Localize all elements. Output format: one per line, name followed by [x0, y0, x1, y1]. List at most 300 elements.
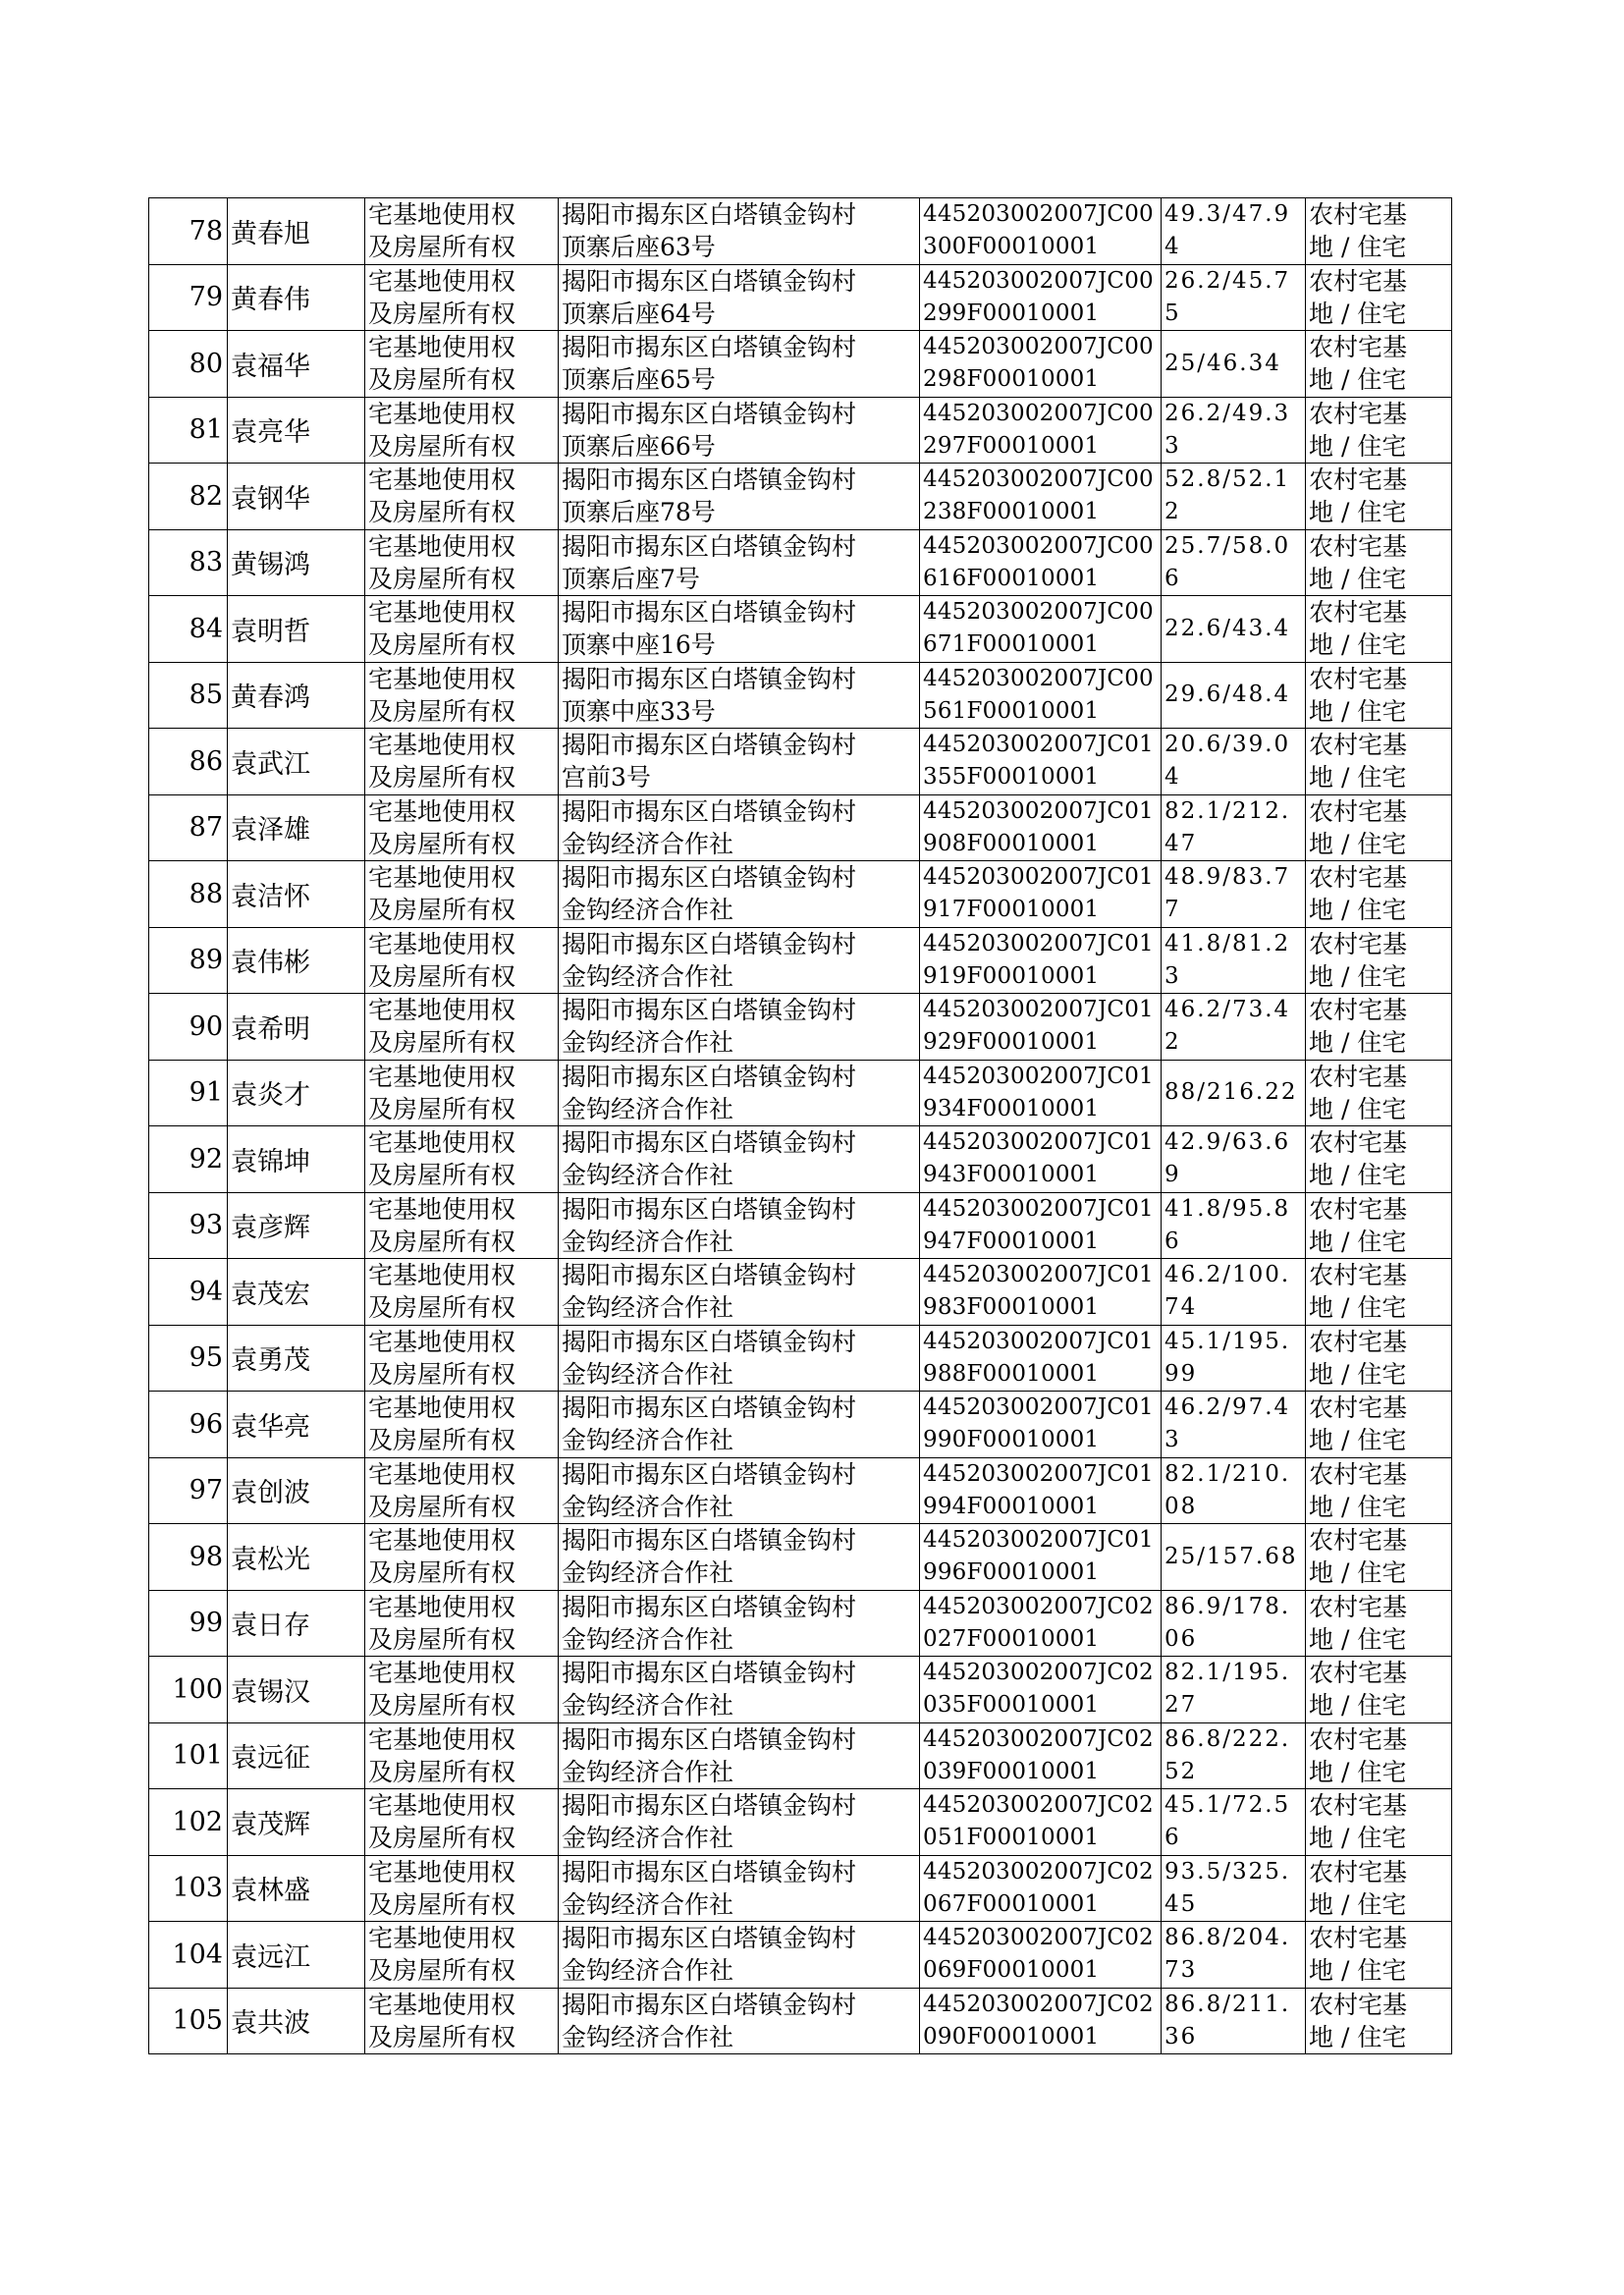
area-cell: 48.9/83.77	[1162, 861, 1306, 928]
row-number-cell: 100	[149, 1657, 228, 1723]
owner-name-cell: 袁日存	[228, 1590, 365, 1657]
land-use-line: 地 / 住宅	[1309, 1956, 1407, 1986]
address-cell	[559, 331, 920, 398]
right-type-line: 及房屋所有权	[368, 1889, 516, 1919]
address-line: 金钩经济合作社	[562, 1161, 734, 1190]
land-use-line: 地 / 住宅	[1309, 1558, 1407, 1588]
right-type-line: 及房屋所有权	[368, 1757, 516, 1786]
parcel-code-cell: 445203002007JC00298F00010001	[920, 331, 1162, 398]
right-type-cell	[365, 994, 559, 1061]
land-use-line: 地 / 住宅	[1309, 1889, 1407, 1919]
right-type-line: 宅基地使用权	[368, 1128, 516, 1158]
land-use-cell	[1306, 994, 1452, 1061]
land-use-cell	[1306, 1524, 1452, 1591]
parcel-code-cell: 445203002007JC01919F00010001	[920, 927, 1162, 994]
right-type-cell	[365, 1722, 559, 1789]
land-use-cell	[1306, 1789, 1452, 1856]
land-use-cell	[1306, 794, 1452, 861]
table-row	[149, 1988, 1452, 2054]
parcel-code-cell: 445203002007JC02039F00010001	[920, 1722, 1162, 1789]
parcel-code-cell: 445203002007JC00297F00010001	[920, 397, 1162, 464]
table-row	[149, 529, 1452, 596]
right-type-line: 及房屋所有权	[368, 299, 516, 328]
right-type-line: 宅基地使用权	[368, 863, 516, 893]
address-line: 金钩经济合作社	[562, 1094, 734, 1123]
land-use-line: 农村宅基	[1309, 929, 1408, 958]
right-type-cell	[365, 1922, 559, 1989]
area-cell: 25/157.68	[1162, 1524, 1306, 1591]
area-cell: 26.2/45.75	[1162, 264, 1306, 331]
table-row	[149, 1325, 1452, 1392]
right-type-line: 及房屋所有权	[368, 1624, 516, 1654]
parcel-code-cell: 445203002007JC01908F00010001	[920, 794, 1162, 861]
address-line: 金钩经济合作社	[562, 1624, 734, 1654]
right-type-line: 宅基地使用权	[368, 531, 516, 561]
address-cell	[559, 1524, 920, 1591]
address-cell	[559, 994, 920, 1061]
parcel-code-cell: 445203002007JC02067F00010001	[920, 1855, 1162, 1922]
land-use-cell	[1306, 1060, 1452, 1126]
land-use-cell	[1306, 927, 1452, 994]
address-line: 金钩经济合作社	[562, 1889, 734, 1919]
address-line: 揭阳市揭东区白塔镇金钩村	[562, 1857, 857, 1886]
table-row	[149, 264, 1452, 331]
right-type-cell	[365, 529, 559, 596]
address-cell	[559, 464, 920, 530]
area-cell: 25/46.34	[1162, 331, 1306, 398]
address-line: 揭阳市揭东区白塔镇金钩村	[562, 1062, 857, 1091]
land-use-cell	[1306, 1988, 1452, 2054]
land-use-line: 农村宅基	[1309, 1924, 1408, 1953]
land-use-cell	[1306, 729, 1452, 795]
address-line: 揭阳市揭东区白塔镇金钩村	[562, 1261, 857, 1290]
owner-name-cell: 袁茂宏	[228, 1259, 365, 1326]
area-cell: 41.8/95.86	[1162, 1192, 1306, 1259]
address-line: 顶寨后座66号	[562, 431, 716, 461]
table-body	[149, 198, 1452, 2054]
address-line: 顶寨后座7号	[562, 564, 700, 593]
row-number-cell: 86	[149, 729, 228, 795]
address-line: 揭阳市揭东区白塔镇金钩村	[562, 1990, 857, 2019]
address-line: 揭阳市揭东区白塔镇金钩村	[562, 465, 857, 495]
land-use-line: 地 / 住宅	[1309, 1227, 1407, 1256]
owner-name-cell: 黄锡鸿	[228, 529, 365, 596]
land-use-line: 地 / 住宅	[1309, 233, 1407, 262]
land-use-cell	[1306, 529, 1452, 596]
land-use-line: 农村宅基	[1309, 1459, 1408, 1489]
right-type-cell	[365, 927, 559, 994]
address-cell	[559, 1855, 920, 1922]
address-line: 金钩经济合作社	[562, 1359, 734, 1389]
property-rights-table	[148, 197, 1452, 2054]
right-type-cell	[365, 198, 559, 265]
owner-name-cell: 袁洁怀	[228, 861, 365, 928]
land-use-line: 农村宅基	[1309, 863, 1408, 893]
right-type-line: 宅基地使用权	[368, 1990, 516, 2019]
row-number-cell: 93	[149, 1192, 228, 1259]
address-line: 揭阳市揭东区白塔镇金钩村	[562, 996, 857, 1025]
address-line: 揭阳市揭东区白塔镇金钩村	[562, 1924, 857, 1953]
table-row	[149, 729, 1452, 795]
table-row	[149, 1126, 1452, 1193]
address-line: 揭阳市揭东区白塔镇金钩村	[562, 333, 857, 362]
land-use-cell	[1306, 464, 1452, 530]
land-use-line: 地 / 住宅	[1309, 1359, 1407, 1389]
area-cell: 25.7/58.06	[1162, 529, 1306, 596]
address-line: 揭阳市揭东区白塔镇金钩村	[562, 399, 857, 428]
right-type-line: 及房屋所有权	[368, 2022, 516, 2051]
right-type-cell	[365, 729, 559, 795]
owner-name-cell: 袁亮华	[228, 397, 365, 464]
land-use-cell	[1306, 1855, 1452, 1922]
land-use-line: 地 / 住宅	[1309, 630, 1407, 660]
right-type-cell	[365, 596, 559, 663]
address-cell	[559, 596, 920, 663]
land-use-line: 农村宅基	[1309, 598, 1408, 628]
land-use-line: 地 / 住宅	[1309, 1624, 1407, 1654]
owner-name-cell: 黄春旭	[228, 198, 365, 265]
land-use-cell	[1306, 1325, 1452, 1392]
address-line: 揭阳市揭东区白塔镇金钩村	[562, 1128, 857, 1158]
land-use-line: 农村宅基	[1309, 1393, 1408, 1423]
parcel-code-cell: 445203002007JC00616F00010001	[920, 529, 1162, 596]
address-line: 揭阳市揭东区白塔镇金钩村	[562, 664, 857, 693]
address-line: 揭阳市揭东区白塔镇金钩村	[562, 731, 857, 760]
right-type-line: 宅基地使用权	[368, 1393, 516, 1423]
land-use-cell	[1306, 1722, 1452, 1789]
area-cell: 86.9/178.06	[1162, 1590, 1306, 1657]
address-cell	[559, 1590, 920, 1657]
owner-name-cell: 袁希明	[228, 994, 365, 1061]
area-cell: 49.3/47.94	[1162, 198, 1306, 265]
owner-name-cell: 袁明哲	[228, 596, 365, 663]
address-cell	[559, 1060, 920, 1126]
address-cell	[559, 927, 920, 994]
right-type-line: 及房屋所有权	[368, 1558, 516, 1588]
address-line: 金钩经济合作社	[562, 1492, 734, 1521]
right-type-cell	[365, 662, 559, 729]
area-cell: 86.8/204.73	[1162, 1922, 1306, 1989]
address-cell	[559, 1657, 920, 1723]
owner-name-cell: 黄春鸿	[228, 662, 365, 729]
row-number-cell: 90	[149, 994, 228, 1061]
right-type-line: 及房屋所有权	[368, 564, 516, 593]
right-type-cell	[365, 1657, 559, 1723]
address-line: 金钩经济合作社	[562, 1227, 734, 1256]
right-type-line: 宅基地使用权	[368, 1592, 516, 1621]
address-cell	[559, 1457, 920, 1524]
right-type-line: 宅基地使用权	[368, 333, 516, 362]
right-type-line: 及房屋所有权	[368, 763, 516, 792]
right-type-line: 宅基地使用权	[368, 1857, 516, 1886]
row-number-cell: 83	[149, 529, 228, 596]
land-use-cell	[1306, 1192, 1452, 1259]
parcel-code-cell: 445203002007JC01988F00010001	[920, 1325, 1162, 1392]
table-row	[149, 596, 1452, 663]
land-use-cell	[1306, 1457, 1452, 1524]
address-line: 揭阳市揭东区白塔镇金钩村	[562, 1459, 857, 1489]
land-use-line: 农村宅基	[1309, 1327, 1408, 1356]
land-use-line: 农村宅基	[1309, 1592, 1408, 1621]
parcel-code-cell: 445203002007JC01947F00010001	[920, 1192, 1162, 1259]
address-cell	[559, 1392, 920, 1458]
table-row	[149, 1657, 1452, 1723]
right-type-cell	[365, 264, 559, 331]
right-type-line: 宅基地使用权	[368, 1194, 516, 1224]
right-type-cell	[365, 1325, 559, 1392]
land-use-line: 农村宅基	[1309, 399, 1408, 428]
row-number-cell: 103	[149, 1855, 228, 1922]
right-type-cell	[365, 464, 559, 530]
row-number-cell: 80	[149, 331, 228, 398]
right-type-cell	[365, 1590, 559, 1657]
address-line: 揭阳市揭东区白塔镇金钩村	[562, 1393, 857, 1423]
owner-name-cell: 袁远江	[228, 1922, 365, 1989]
address-line: 金钩经济合作社	[562, 1691, 734, 1721]
right-type-cell	[365, 861, 559, 928]
table-row	[149, 1590, 1452, 1657]
row-number-cell: 91	[149, 1060, 228, 1126]
table-row	[149, 464, 1452, 530]
address-cell	[559, 729, 920, 795]
area-cell: 82.1/195.27	[1162, 1657, 1306, 1723]
parcel-code-cell: 445203002007JC00300F00010001	[920, 198, 1162, 265]
land-use-cell	[1306, 264, 1452, 331]
row-number-cell: 102	[149, 1789, 228, 1856]
area-cell: 52.8/52.12	[1162, 464, 1306, 530]
table-row	[149, 1192, 1452, 1259]
area-cell: 46.2/100.74	[1162, 1259, 1306, 1326]
row-number-cell: 85	[149, 662, 228, 729]
land-use-line: 地 / 住宅	[1309, 1691, 1407, 1721]
area-cell: 45.1/195.99	[1162, 1325, 1306, 1392]
land-use-cell	[1306, 1590, 1452, 1657]
area-cell: 45.1/72.56	[1162, 1789, 1306, 1856]
row-number-cell: 81	[149, 397, 228, 464]
land-use-cell	[1306, 1126, 1452, 1193]
address-cell	[559, 1126, 920, 1193]
right-type-line: 及房屋所有权	[368, 1691, 516, 1721]
right-type-cell	[365, 1126, 559, 1193]
owner-name-cell: 袁远征	[228, 1722, 365, 1789]
table-row	[149, 1392, 1452, 1458]
right-type-line: 及房屋所有权	[368, 1426, 516, 1455]
table-row	[149, 1259, 1452, 1326]
address-cell	[559, 1722, 920, 1789]
address-line: 揭阳市揭东区白塔镇金钩村	[562, 266, 857, 296]
row-number-cell: 97	[149, 1457, 228, 1524]
parcel-code-cell: 445203002007JC01990F00010001	[920, 1392, 1162, 1458]
row-number-cell: 105	[149, 1988, 228, 2054]
address-line: 金钩经济合作社	[562, 1558, 734, 1588]
table-row	[149, 662, 1452, 729]
land-use-line: 地 / 住宅	[1309, 498, 1407, 527]
address-line: 揭阳市揭东区白塔镇金钩村	[562, 1327, 857, 1356]
parcel-code-cell: 445203002007JC01983F00010001	[920, 1259, 1162, 1326]
row-number-cell: 89	[149, 927, 228, 994]
table-row	[149, 1524, 1452, 1591]
address-line: 揭阳市揭东区白塔镇金钩村	[562, 200, 857, 230]
land-use-line: 地 / 住宅	[1309, 896, 1407, 925]
land-use-line: 农村宅基	[1309, 796, 1408, 826]
table-row	[149, 927, 1452, 994]
area-cell: 82.1/210.08	[1162, 1457, 1306, 1524]
address-cell	[559, 1988, 920, 2054]
table-row	[149, 1855, 1452, 1922]
parcel-code-cell: 445203002007JC00561F00010001	[920, 662, 1162, 729]
address-line: 揭阳市揭东区白塔镇金钩村	[562, 1724, 857, 1754]
land-use-line: 农村宅基	[1309, 1724, 1408, 1754]
right-type-line: 及房屋所有权	[368, 961, 516, 991]
address-cell	[559, 1922, 920, 1989]
right-type-line: 宅基地使用权	[368, 1791, 516, 1821]
address-line: 金钩经济合作社	[562, 1757, 734, 1786]
land-use-cell	[1306, 1657, 1452, 1723]
land-use-cell	[1306, 596, 1452, 663]
land-use-line: 农村宅基	[1309, 1128, 1408, 1158]
parcel-code-cell: 445203002007JC01934F00010001	[920, 1060, 1162, 1126]
right-type-line: 宅基地使用权	[368, 200, 516, 230]
parcel-code-cell: 445203002007JC02051F00010001	[920, 1789, 1162, 1856]
land-use-line: 农村宅基	[1309, 1526, 1408, 1556]
area-cell: 20.6/39.04	[1162, 729, 1306, 795]
right-type-line: 宅基地使用权	[368, 1526, 516, 1556]
right-type-line: 及房屋所有权	[368, 896, 516, 925]
table-row	[149, 397, 1452, 464]
owner-name-cell: 袁彦辉	[228, 1192, 365, 1259]
land-use-line: 农村宅基	[1309, 333, 1408, 362]
right-type-line: 及房屋所有权	[368, 630, 516, 660]
address-cell	[559, 1325, 920, 1392]
right-type-line: 宅基地使用权	[368, 664, 516, 693]
area-cell: 42.9/63.69	[1162, 1126, 1306, 1193]
row-number-cell: 82	[149, 464, 228, 530]
address-line: 顶寨中座16号	[562, 630, 716, 660]
row-number-cell: 99	[149, 1590, 228, 1657]
right-type-line: 及房屋所有权	[368, 696, 516, 726]
row-number-cell: 101	[149, 1722, 228, 1789]
row-number-cell: 87	[149, 794, 228, 861]
land-use-line: 地 / 住宅	[1309, 431, 1407, 461]
address-line: 顶寨后座64号	[562, 299, 716, 328]
right-type-line: 及房屋所有权	[368, 498, 516, 527]
parcel-code-cell: 445203002007JC00238F00010001	[920, 464, 1162, 530]
right-type-line: 及房屋所有权	[368, 1956, 516, 1986]
parcel-code-cell: 445203002007JC01355F00010001	[920, 729, 1162, 795]
address-cell	[559, 397, 920, 464]
row-number-cell: 95	[149, 1325, 228, 1392]
right-type-line: 宅基地使用权	[368, 598, 516, 628]
right-type-line: 及房屋所有权	[368, 1161, 516, 1190]
land-use-cell	[1306, 861, 1452, 928]
owner-name-cell: 袁伟彬	[228, 927, 365, 994]
right-type-cell	[365, 1988, 559, 2054]
land-use-line: 农村宅基	[1309, 200, 1408, 230]
right-type-line: 宅基地使用权	[368, 1724, 516, 1754]
parcel-code-cell: 445203002007JC01994F00010001	[920, 1457, 1162, 1524]
land-use-line: 农村宅基	[1309, 664, 1408, 693]
parcel-code-cell: 445203002007JC02090F00010001	[920, 1988, 1162, 2054]
right-type-cell	[365, 794, 559, 861]
right-type-line: 宅基地使用权	[368, 929, 516, 958]
land-use-line: 地 / 住宅	[1309, 1161, 1407, 1190]
right-type-line: 及房屋所有权	[368, 829, 516, 858]
land-use-line: 农村宅基	[1309, 1791, 1408, 1821]
right-type-cell	[365, 1392, 559, 1458]
land-use-line: 地 / 住宅	[1309, 2022, 1407, 2051]
land-use-line: 地 / 住宅	[1309, 1028, 1407, 1058]
owner-name-cell: 袁钢华	[228, 464, 365, 530]
area-cell: 86.8/211.36	[1162, 1988, 1306, 2054]
address-line: 金钩经济合作社	[562, 1824, 734, 1853]
land-use-line: 农村宅基	[1309, 531, 1408, 561]
row-number-cell: 98	[149, 1524, 228, 1591]
address-line: 揭阳市揭东区白塔镇金钩村	[562, 863, 857, 893]
owner-name-cell: 袁勇茂	[228, 1325, 365, 1392]
owner-name-cell: 袁共波	[228, 1988, 365, 2054]
address-cell	[559, 1192, 920, 1259]
right-type-line: 宅基地使用权	[368, 266, 516, 296]
right-type-line: 及房屋所有权	[368, 1094, 516, 1123]
land-use-line: 农村宅基	[1309, 1261, 1408, 1290]
land-use-cell	[1306, 1259, 1452, 1326]
land-use-line: 地 / 住宅	[1309, 961, 1407, 991]
owner-name-cell: 袁茂辉	[228, 1789, 365, 1856]
address-cell	[559, 1259, 920, 1326]
right-type-line: 及房屋所有权	[368, 431, 516, 461]
row-number-cell: 84	[149, 596, 228, 663]
area-cell: 88/216.22	[1162, 1060, 1306, 1126]
owner-name-cell: 袁创波	[228, 1457, 365, 1524]
address-line: 揭阳市揭东区白塔镇金钩村	[562, 1791, 857, 1821]
land-use-cell	[1306, 662, 1452, 729]
table-row	[149, 861, 1452, 928]
address-line: 揭阳市揭东区白塔镇金钩村	[562, 796, 857, 826]
address-line: 金钩经济合作社	[562, 1956, 734, 1986]
right-type-line: 宅基地使用权	[368, 996, 516, 1025]
area-cell: 46.2/73.42	[1162, 994, 1306, 1061]
right-type-line: 及房屋所有权	[368, 365, 516, 395]
right-type-line: 宅基地使用权	[368, 1924, 516, 1953]
address-line: 金钩经济合作社	[562, 1028, 734, 1058]
land-use-line: 农村宅基	[1309, 1194, 1408, 1224]
right-type-line: 宅基地使用权	[368, 465, 516, 495]
table-row	[149, 1457, 1452, 1524]
address-line: 揭阳市揭东区白塔镇金钩村	[562, 598, 857, 628]
land-use-cell	[1306, 331, 1452, 398]
owner-name-cell: 袁林盛	[228, 1855, 365, 1922]
address-cell	[559, 198, 920, 265]
table-row	[149, 1789, 1452, 1856]
address-line: 金钩经济合作社	[562, 896, 734, 925]
address-cell	[559, 264, 920, 331]
area-cell: 41.8/81.23	[1162, 927, 1306, 994]
land-use-line: 农村宅基	[1309, 1857, 1408, 1886]
right-type-line: 及房屋所有权	[368, 1492, 516, 1521]
right-type-line: 宅基地使用权	[368, 1327, 516, 1356]
right-type-line: 宅基地使用权	[368, 399, 516, 428]
address-cell	[559, 794, 920, 861]
address-cell	[559, 662, 920, 729]
right-type-line: 宅基地使用权	[368, 1062, 516, 1091]
table-row	[149, 994, 1452, 1061]
address-line: 顶寨后座63号	[562, 233, 716, 262]
owner-name-cell: 黄春伟	[228, 264, 365, 331]
parcel-code-cell: 445203002007JC01917F00010001	[920, 861, 1162, 928]
row-number-cell: 88	[149, 861, 228, 928]
area-cell: 93.5/325.45	[1162, 1855, 1306, 1922]
address-cell	[559, 1789, 920, 1856]
